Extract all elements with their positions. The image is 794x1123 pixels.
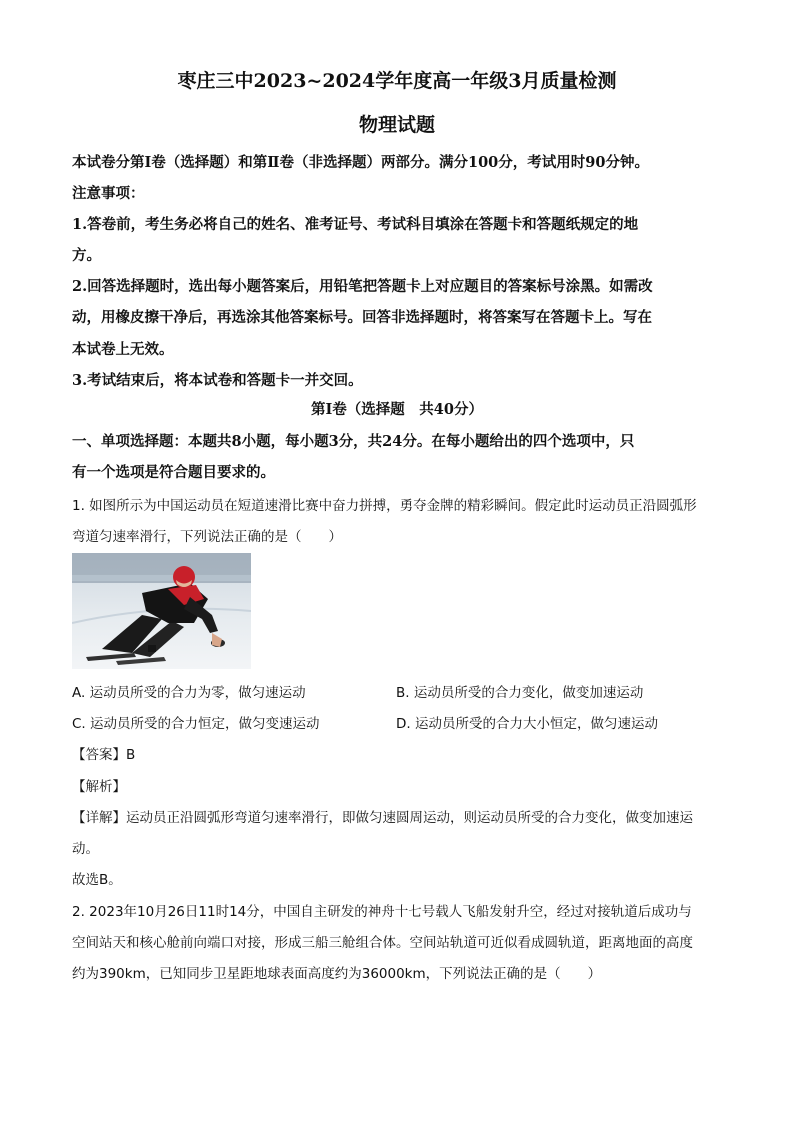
- q1-option-b: B. 运动员所受的合力变化，做变加速运动: [396, 685, 644, 701]
- notice-1-line-1: 1.答卷前，考生务必将自己的姓名、准考证号、考试科目填涂在答题卡和答题纸规定的地: [72, 216, 639, 233]
- q1-option-a: A. 运动员所受的合力为零，做匀速运动: [72, 685, 306, 701]
- notice-heading: 注意事项：: [72, 185, 145, 202]
- q1-choice: 故选B。: [72, 872, 122, 888]
- speed-skater-photo: [72, 553, 251, 669]
- page-subtitle: 物理试题: [358, 114, 435, 136]
- q1-analysis-label: 【解析】: [72, 779, 126, 795]
- q1-detail-line-2: 动。: [72, 841, 99, 857]
- notice-3: 3.考试结束后，将本试卷和答题卡一并交回。: [72, 372, 363, 389]
- q1-detail-line-1: 【详解】运动员正沿圆弧形弯道匀速率滑行，即做匀速圆周运动，则运动员所受的合力变化，做变加速运: [72, 810, 693, 826]
- q2-stem-line-2: 空间站天和核心舱前向端口对接，形成三船三舱组合体。空间站轨道可近似看成圆轨道，距离地面的高度: [72, 935, 693, 951]
- notice-1-line-2: 方。: [72, 247, 101, 264]
- q1-stem-line-2: 弯道匀速率滑行，下列说法正确的是（ ）: [72, 529, 342, 545]
- page-title: 枣庄三中2023~2024学年度高一年级3月质量检测: [177, 70, 617, 92]
- q1-answer: 【答案】B: [72, 747, 136, 763]
- notice-2-line-2: 动，用橡皮擦干净后，再选涂其他答案标号。回答非选择题时，将答案写在答题卡上。写在: [72, 309, 652, 326]
- q1-option-c: C. 运动员所受的合力恒定，做匀变速运动: [72, 716, 320, 732]
- part1-instructions-line-2: 有一个选项是符合题目要求的。: [72, 464, 275, 481]
- notice-2-line-1: 2.回答选择题时，选出每小题答案后，用铅笔把答题卡上对应题目的答案标号涂黑。如需改: [72, 278, 653, 295]
- q1-stem-line-1: 1. 如图所示为中国运动员在短道速滑比赛中奋力拼搏，勇夺金牌的精彩瞬间。假定此时运动员正沿圆弧形: [72, 498, 697, 514]
- q2-stem-line-3: 约为390km，已知同步卫星距地球表面高度约为36000km，下列说法正确的是（ ）: [72, 966, 602, 982]
- intro-line: 本试卷分第Ⅰ卷（选择题）和第Ⅱ卷（非选择题）两部分。满分100分，考试用时90分钟。: [72, 154, 649, 171]
- q1-option-d: D. 运动员所受的合力大小恒定，做匀速运动: [396, 716, 658, 732]
- q2-stem-line-1: 2. 2023年10月26日11时14分，中国自主研发的神舟十七号载人飞船发射升空，经过对接轨道后成功与: [72, 904, 692, 920]
- notice-2-line-3: 本试卷上无效。: [72, 341, 174, 358]
- section-heading: 第Ⅰ卷（选择题 共40分）: [311, 401, 483, 418]
- part1-instructions-line-1: 一、单项选择题：本题共8小题，每小题3分，共24分。在每小题给出的四个选项中，只: [72, 433, 635, 450]
